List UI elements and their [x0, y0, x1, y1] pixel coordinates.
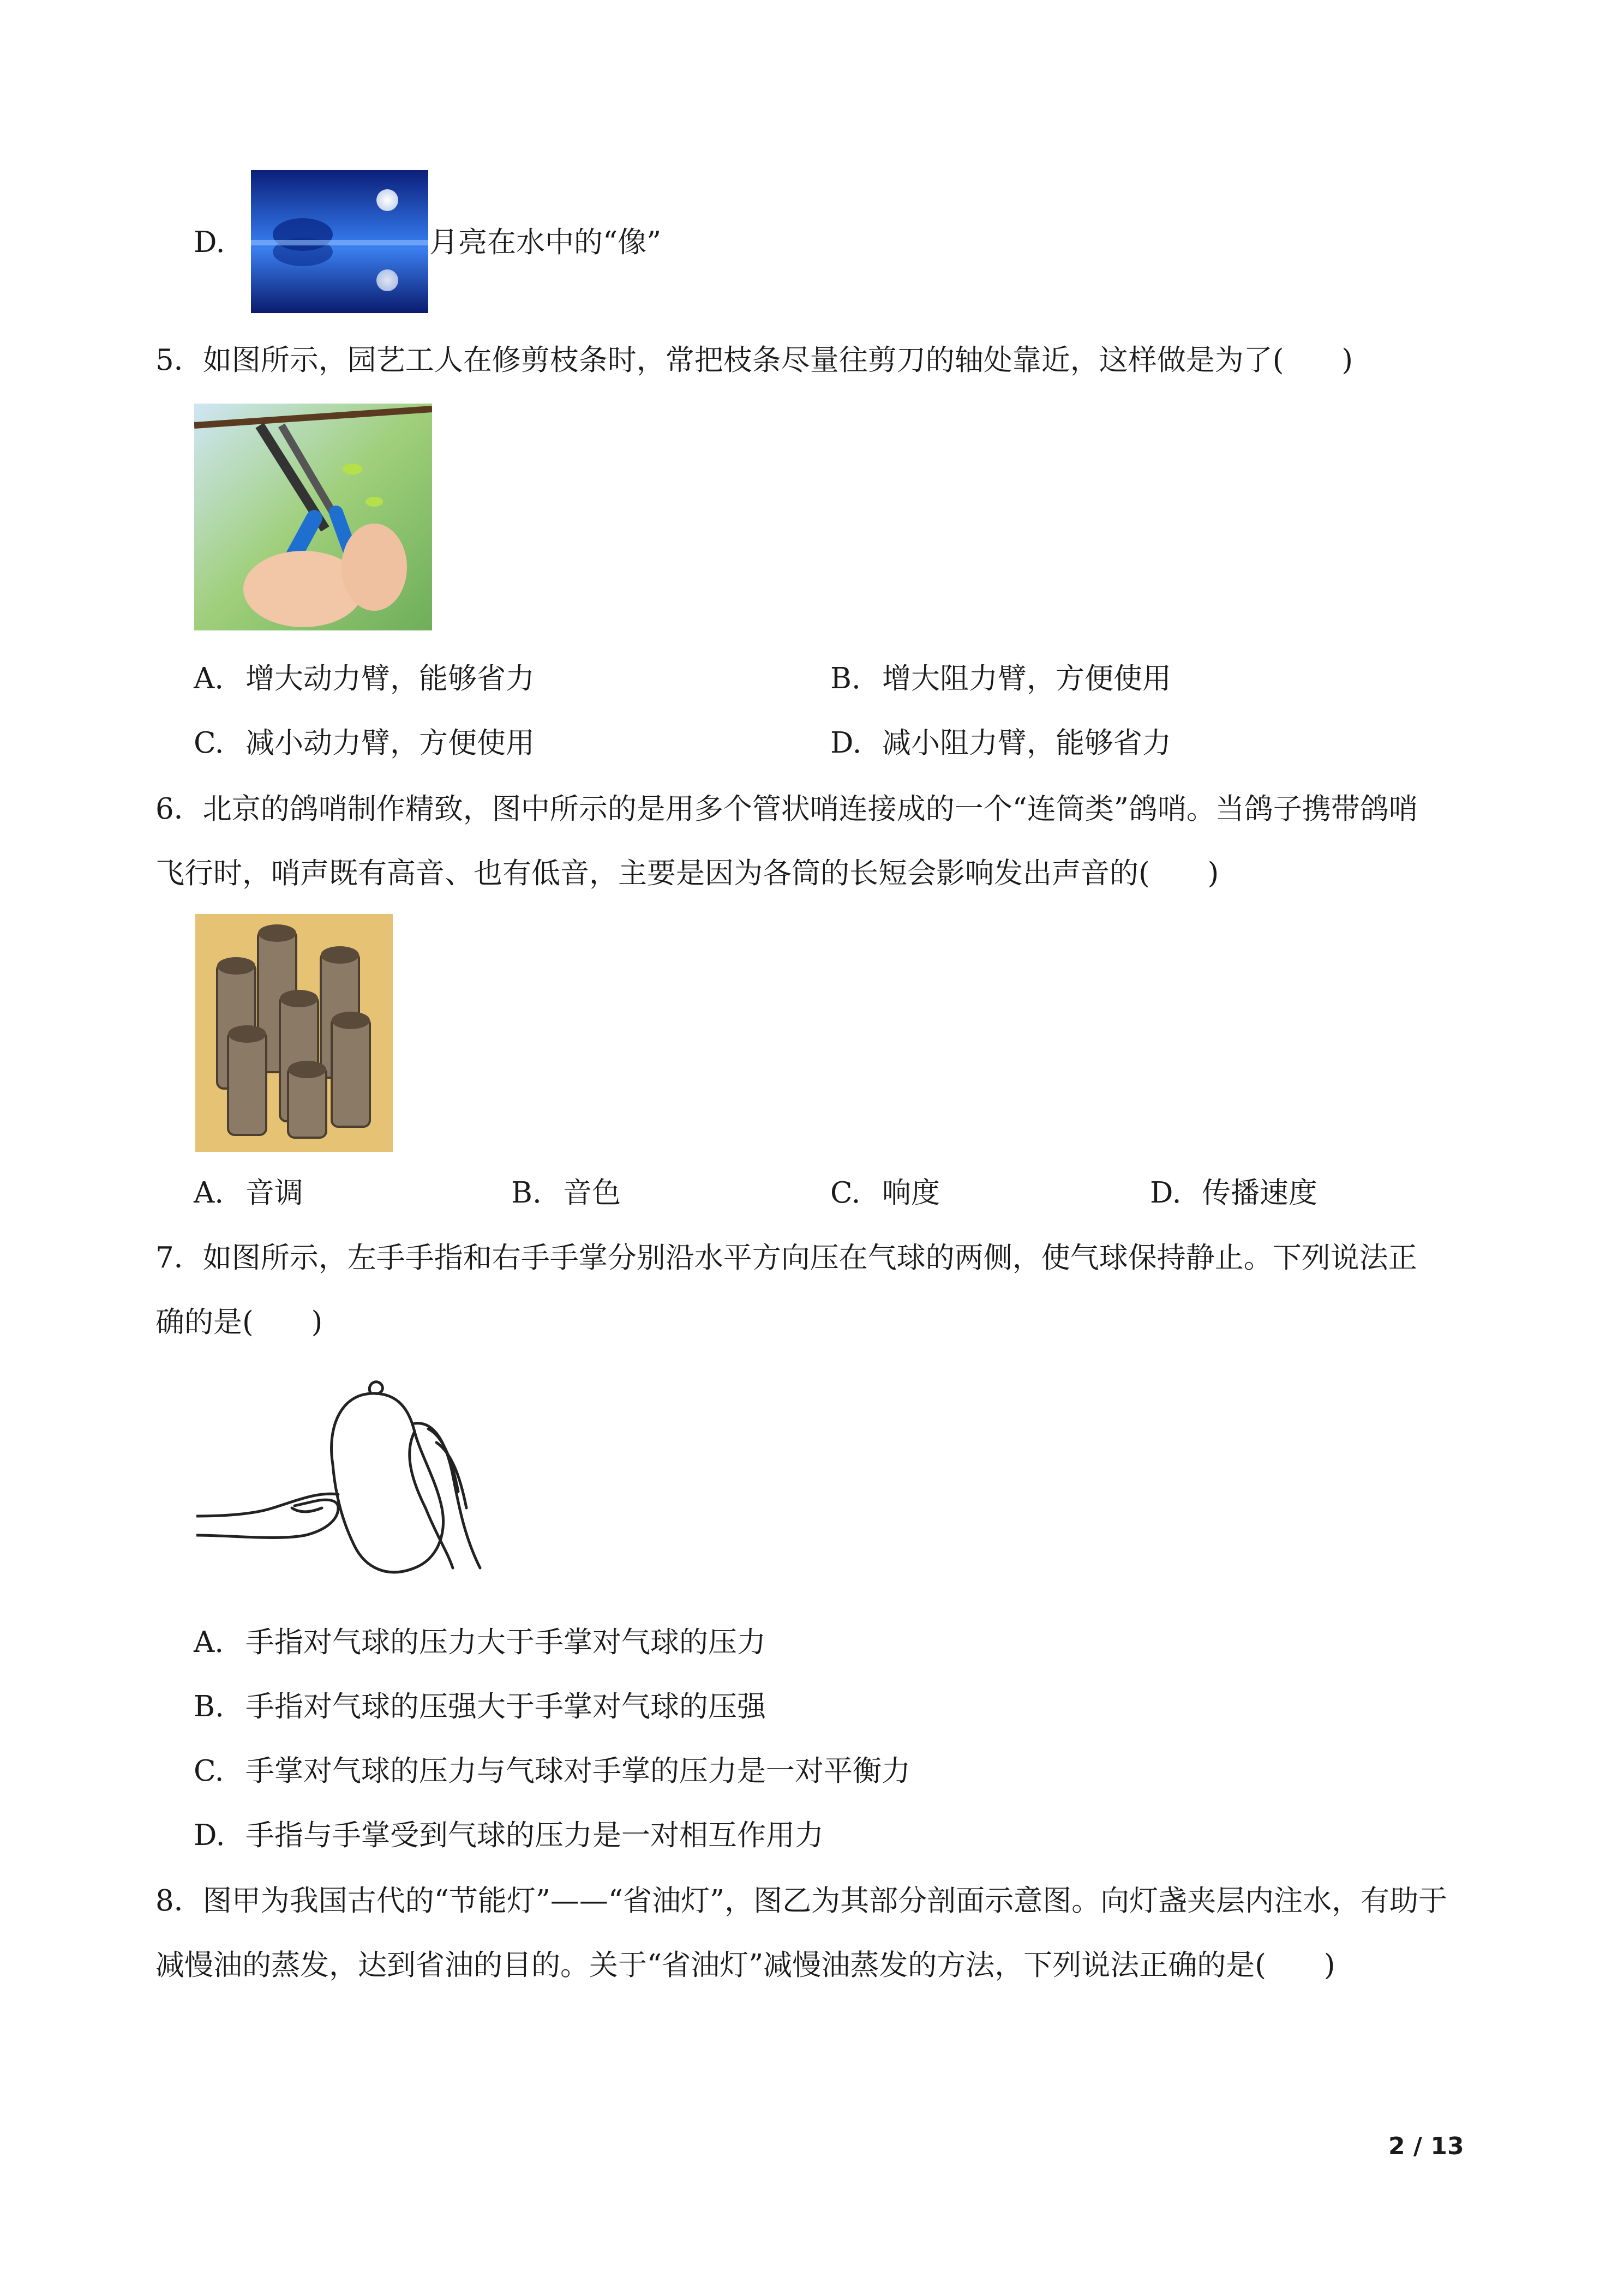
q6-option-d-text: 传播速度 [1202, 1176, 1317, 1210]
q7-stem-line-2: 确的是( ) [155, 1306, 323, 1339]
q7-option-d-letter: D. [194, 1819, 225, 1852]
q7-option-b-letter: B. [194, 1690, 224, 1723]
q6-option-b-text: 音色 [563, 1176, 621, 1210]
pruning-shears-image [194, 404, 432, 630]
q6-option-d-letter: D. [1150, 1176, 1182, 1210]
q7-option-a-letter: A. [194, 1626, 224, 1659]
q7-option-c-letter: C. [194, 1754, 224, 1788]
q6-option-a-letter: A. [194, 1176, 224, 1210]
q8-stem-line-1: 8．图甲为我国古代的“节能灯”——“省油灯”，图乙为其部分剖面示意图。向灯盏夹层内注水，有助于 [155, 1884, 1448, 1918]
q4-option-d-text: 月亮在水中的“像” [429, 226, 662, 259]
q8-stem-line-2: 减慢油的蒸发，达到省油的目的。关于“省油灯”减慢油蒸发的方法，下列说法正确的是( ) [155, 1949, 1335, 1982]
q5-option-d-text: 减小阻力臂，能够省力 [882, 726, 1171, 760]
q5-option-c-text: 减小动力臂，方便使用 [245, 726, 535, 760]
q5-option-d-letter: D. [830, 726, 862, 760]
q5-option-a-text: 增大动力臂，能够省力 [245, 662, 535, 695]
q5-option-b-letter: B. [830, 662, 861, 695]
moon-reflection-image [251, 170, 428, 313]
q5-option-c-letter: C. [194, 726, 224, 760]
q6-stem-line-2: 飞行时，哨声既有高音、也有低音，主要是因为各筒的长短会影响发出声音的( ) [155, 857, 1219, 890]
q5-option-a-letter: A. [194, 662, 224, 695]
q6-option-c-text: 响度 [882, 1176, 940, 1210]
page-number: 2 / 13 [1388, 2132, 1464, 2160]
q7-stem-line-1: 7．如图所示，左手手指和右手手掌分别沿水平方向压在气球的两侧，使气球保持静止。下列说法正 [155, 1241, 1417, 1275]
q6-option-a-text: 音调 [245, 1176, 303, 1210]
q7-option-c-text: 手掌对气球的压力与气球对手掌的压力是一对平衡力 [245, 1754, 910, 1788]
q7-option-d-text: 手指与手掌受到气球的压力是一对相互作用力 [245, 1819, 824, 1852]
q4-option-d-letter: D. [194, 226, 225, 259]
q7-option-b-text: 手指对气球的压强大于手掌对气球的压强 [245, 1690, 766, 1723]
q7-option-a-text: 手指对气球的压力大于手掌对气球的压力 [245, 1626, 766, 1659]
q5-stem: 5．如图所示，园艺工人在修剪枝条时，常把枝条尽量往剪刀的轴处靠近，这样做是为了( ) [155, 344, 1353, 377]
balloon-hands-drawing [196, 1372, 491, 1590]
q6-option-c-letter: C. [830, 1176, 861, 1210]
q6-stem-line-1: 6．北京的鸽哨制作精致，图中所示的是用多个管状哨连接成的一个“连筒类”鸽哨。当鸽子携带鸽哨 [155, 792, 1418, 826]
pigeon-whistle-image [195, 914, 393, 1152]
q5-option-b-text: 增大阻力臂，方便使用 [882, 662, 1171, 695]
q6-option-b-letter: B. [511, 1176, 542, 1210]
